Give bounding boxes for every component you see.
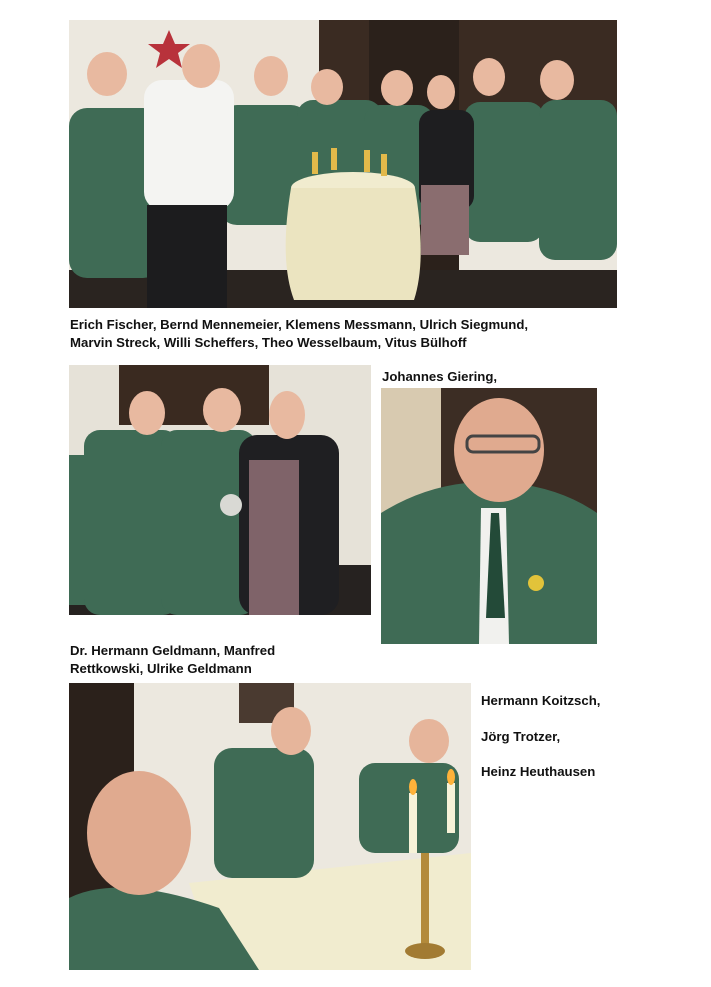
photo-portrait	[381, 388, 597, 644]
caption-name: Hermann Koitzsch,	[481, 693, 601, 708]
photo-group-toast	[69, 20, 617, 308]
photo-table-candles	[69, 683, 471, 970]
caption-geldmann	[70, 642, 275, 678]
caption-line: Erich Fischer, Bernd Mennemeier, Klemens Messmann, Ulrich Siegmund,	[70, 317, 529, 332]
caption-line: Rettkowski, Ulrike Geldmann	[70, 661, 252, 676]
photo-three-people	[69, 365, 371, 615]
caption-name: Jörg Trotzer,	[481, 729, 561, 744]
caption-group-toast	[70, 316, 528, 352]
caption-johannes: Johannes Giering,	[382, 369, 498, 384]
caption-names-list	[481, 692, 600, 781]
caption-line: Dr. Hermann Geldmann, Manfred	[70, 643, 276, 658]
caption-name: Heinz Heuthausen	[481, 764, 596, 779]
caption-line: Marvin Streck, Willi Scheffers, Theo Wesselbaum, Vitus Bülhoff	[70, 335, 467, 350]
